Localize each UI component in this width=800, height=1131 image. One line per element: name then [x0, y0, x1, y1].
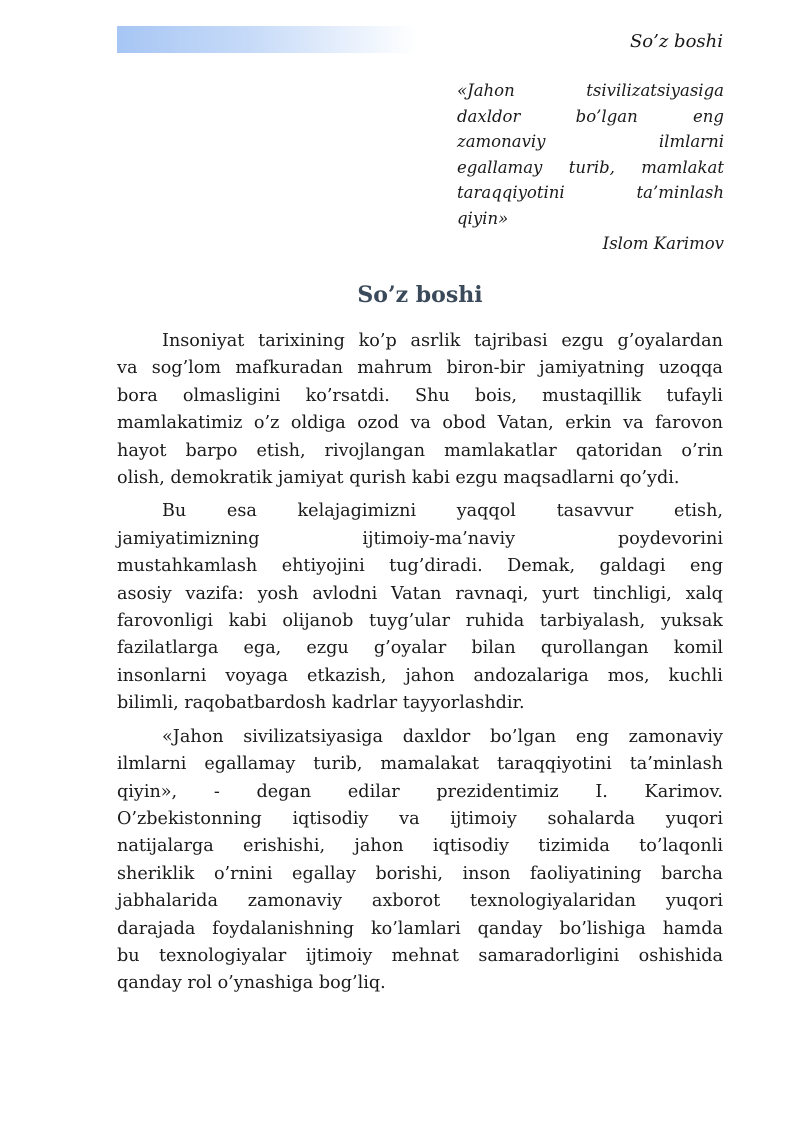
- text-line: [117, 779, 723, 806]
- word: olijanob: [282, 611, 354, 632]
- word: asrlik: [410, 331, 461, 351]
- word: oshishida: [638, 945, 723, 966]
- text-line: [117, 724, 723, 751]
- word: avlodni: [312, 583, 378, 604]
- word: turib,: [313, 754, 363, 775]
- word: olmasligini: [182, 385, 281, 406]
- word: jamiyatimizning: [117, 528, 260, 549]
- word: jamiyatning: [539, 358, 645, 379]
- epigraph-line: [457, 129, 724, 155]
- word: degan: [256, 781, 312, 802]
- word: Vatan: [391, 583, 442, 604]
- word: farovonligi: [117, 611, 214, 632]
- word: ta’minlash: [636, 183, 724, 202]
- word: tufayli: [666, 385, 723, 406]
- word: natijalarga: [117, 836, 214, 857]
- text-line: [117, 970, 723, 997]
- word: voyaga: [225, 665, 289, 686]
- word: erkin: [565, 413, 612, 434]
- word: qiyin»: [457, 208, 509, 228]
- word: sog’lom: [151, 358, 222, 379]
- word: hamda: [662, 918, 723, 939]
- word: ijtimoiy: [305, 945, 373, 966]
- text-line: [117, 526, 723, 553]
- epigraph: [457, 78, 724, 257]
- word: bu: [117, 945, 140, 966]
- word: tuyg’ular: [369, 611, 451, 632]
- header-gradient-bar: [117, 26, 417, 53]
- word: oldiga: [290, 413, 346, 434]
- word: foydalanishning: [212, 918, 355, 939]
- word: ijtimoiy-ma’naviy: [362, 528, 516, 549]
- word: taraqqiyotini: [457, 183, 565, 202]
- word: obod: [442, 413, 487, 434]
- word: mamalakat: [380, 754, 480, 775]
- word: poydevorini: [618, 528, 723, 549]
- word: tsivilizatsiyasiga: [586, 81, 724, 100]
- word: hayot: [117, 440, 167, 461]
- word: bilimli, raqobatbardosh kadrlar tayyorlashdir.: [117, 693, 525, 714]
- text-line: [117, 833, 723, 860]
- word: ijtimoiy: [450, 808, 517, 829]
- word: va: [410, 413, 431, 434]
- word: etkazish,: [306, 665, 387, 686]
- word: eng: [575, 726, 609, 747]
- word: eng: [693, 106, 724, 126]
- text-line: [117, 663, 723, 690]
- word: galdagi: [599, 556, 666, 577]
- word: texnologiyalar: [158, 945, 287, 966]
- word: ega,: [243, 638, 282, 659]
- word: qatoridan: [575, 440, 663, 461]
- word: insonlarni: [117, 665, 207, 686]
- word: bo’lgan: [575, 106, 638, 126]
- word: g’oyalar: [373, 638, 447, 659]
- word: egallay: [292, 863, 356, 884]
- word: bois,: [474, 385, 518, 406]
- text-line: [117, 943, 723, 970]
- word: va: [399, 808, 420, 829]
- word: mos,: [607, 665, 650, 686]
- word: yosh: [257, 583, 299, 604]
- text-line: [117, 806, 723, 833]
- word: zamonaviy: [457, 132, 546, 151]
- word: edilar: [347, 781, 400, 802]
- word: uzoqqa: [658, 358, 723, 379]
- word: o’rin: [681, 440, 723, 461]
- paragraph: [117, 724, 723, 998]
- word: yuqori: [665, 891, 723, 912]
- word: ravnaqi,: [455, 583, 529, 604]
- word: bilan: [471, 638, 516, 659]
- word: egallamay: [204, 754, 296, 775]
- word: Bu: [162, 501, 187, 522]
- word: yuqori: [665, 808, 723, 829]
- text-line: [117, 581, 723, 608]
- word: biron-bir: [446, 358, 525, 379]
- word: zamonaviy: [247, 891, 343, 912]
- epigraph-line: [457, 206, 724, 232]
- word: jahon: [354, 836, 404, 857]
- word: Karimov.: [644, 781, 723, 802]
- word: o’rnini: [213, 863, 273, 884]
- text-line: [117, 916, 723, 943]
- word: Demak,: [507, 556, 576, 577]
- word: etish,: [256, 440, 306, 461]
- word: iqtisodiy: [292, 808, 369, 829]
- word: yaqqol: [456, 501, 516, 522]
- paragraph: [117, 328, 723, 492]
- word: faoliyatining: [529, 863, 642, 884]
- text-line: [117, 465, 723, 492]
- word: tasavvur: [556, 501, 634, 522]
- word: ta’minlash: [629, 754, 723, 775]
- epigraph-quote: [457, 78, 724, 231]
- word: I.: [595, 781, 608, 802]
- word: yurt: [542, 583, 580, 604]
- word: qanday rol o’ynashiga bog’liq.: [117, 973, 386, 994]
- paragraph: [117, 498, 723, 717]
- word: -: [213, 781, 220, 802]
- word: o’z: [253, 413, 280, 434]
- word: barpo: [185, 440, 238, 461]
- text-line: [117, 635, 723, 662]
- text-line: [117, 383, 723, 410]
- word: borishi,: [375, 863, 443, 884]
- word: egallamay: [457, 157, 543, 177]
- word: jahon: [405, 665, 455, 686]
- text-line: [117, 751, 723, 778]
- word: kabi: [228, 611, 267, 632]
- text-line: [117, 608, 723, 635]
- word: yuksak: [660, 611, 723, 632]
- word: mahrum: [357, 358, 433, 379]
- word: mafkuradan: [235, 358, 343, 379]
- word: tug’diradi.: [389, 556, 483, 577]
- section-title: So’z boshi: [357, 282, 483, 308]
- word: ko’lamlari: [370, 918, 461, 939]
- epigraph-line: [457, 180, 724, 206]
- epigraph-line: [457, 155, 724, 181]
- word: eng: [689, 556, 723, 577]
- word: mustaqillik: [542, 385, 642, 406]
- word: prezidentimiz: [436, 781, 559, 802]
- word: mamlakatimiz: [117, 413, 243, 434]
- word: bora: [117, 385, 158, 406]
- body-text: [117, 328, 723, 1004]
- word: darajada: [117, 918, 196, 939]
- word: rivojlangan: [324, 440, 426, 461]
- word: ezgu: [306, 638, 349, 659]
- running-head: So’z boshi: [629, 31, 723, 52]
- word: tinchligi,: [592, 583, 672, 604]
- epigraph-line: [457, 78, 724, 104]
- word: bo’lgan: [490, 726, 557, 747]
- word: erishishi,: [243, 836, 326, 857]
- word: etish,: [673, 501, 723, 522]
- word: O’zbekistonning: [117, 808, 262, 829]
- text-line: [117, 888, 723, 915]
- word: sivilizatsiyasiga: [243, 726, 384, 747]
- word: farovon: [655, 413, 723, 434]
- word: esa: [226, 501, 257, 522]
- word: qurollangan: [540, 638, 649, 659]
- word: va: [623, 413, 644, 434]
- word: «Jahon: [162, 726, 224, 747]
- word: vazifa:: [185, 583, 244, 604]
- word: sheriklik: [117, 863, 195, 884]
- word: iqtisodiy: [432, 836, 509, 857]
- word: olish, demokratik jamiyat qurish kabi ezgu maqsadlarni qo’ydi.: [117, 468, 680, 489]
- word: turib,: [568, 157, 615, 177]
- word: ilmlarni: [658, 132, 724, 151]
- word: ko’rsatdi.: [305, 385, 390, 406]
- word: mamlakat: [641, 157, 724, 177]
- word: mamlakatlar: [444, 440, 557, 461]
- text-line: [117, 328, 723, 355]
- word: kelajagimizni: [297, 501, 417, 522]
- word: xalq: [685, 583, 723, 604]
- word: tizimida: [538, 836, 610, 857]
- word: daxldor: [457, 106, 521, 126]
- word: tarbiyalash,: [539, 611, 646, 632]
- word: ozod: [357, 413, 399, 434]
- word: texnologiyalaridan: [469, 891, 637, 912]
- word: daxldor: [402, 726, 471, 747]
- epigraph-line: [457, 104, 724, 130]
- word: tajribasi: [474, 331, 548, 351]
- word: ilmlarni: [117, 754, 187, 775]
- word: ehtiyojini: [281, 556, 365, 577]
- epigraph-author: Islom Karimov: [602, 234, 724, 253]
- word: taraqqiyotini: [497, 754, 612, 775]
- word: kuchli: [668, 665, 723, 686]
- word: va: [117, 358, 138, 379]
- word: g’oyalardan: [617, 331, 723, 351]
- word: barcha: [661, 863, 723, 884]
- word: ko’p: [358, 331, 397, 351]
- word: «Jahon: [457, 81, 515, 100]
- word: qanday: [477, 918, 543, 939]
- text-line: [117, 410, 723, 437]
- word: mehnat: [391, 945, 459, 966]
- text-line: [117, 355, 723, 382]
- word: qiyin»,: [117, 781, 178, 802]
- word: fazilatlarga: [117, 638, 219, 659]
- word: asosiy: [117, 583, 172, 604]
- text-line: [117, 690, 723, 717]
- text-line: [117, 498, 723, 525]
- text-line: [117, 553, 723, 580]
- text-line: [117, 438, 723, 465]
- word: zamonaviy: [628, 726, 723, 747]
- word: ruhida: [465, 611, 525, 632]
- word: sohalarda: [547, 808, 636, 829]
- text-line: [117, 861, 723, 888]
- word: mustahkamlash: [117, 556, 258, 577]
- word: bo’lishiga: [559, 918, 646, 939]
- word: Vatan,: [497, 413, 554, 434]
- word: andozalariga: [473, 665, 589, 686]
- word: to’laqonli: [639, 836, 723, 857]
- word: inson: [462, 863, 511, 884]
- word: tarixining: [258, 331, 345, 351]
- word: jabhalarida: [117, 891, 218, 912]
- word: Insoniyat: [162, 331, 245, 351]
- word: ezgu: [561, 331, 604, 351]
- word: axborot: [371, 891, 441, 912]
- word: komil: [673, 638, 723, 659]
- word: Shu: [415, 385, 450, 406]
- word: samaradorligini: [478, 945, 620, 966]
